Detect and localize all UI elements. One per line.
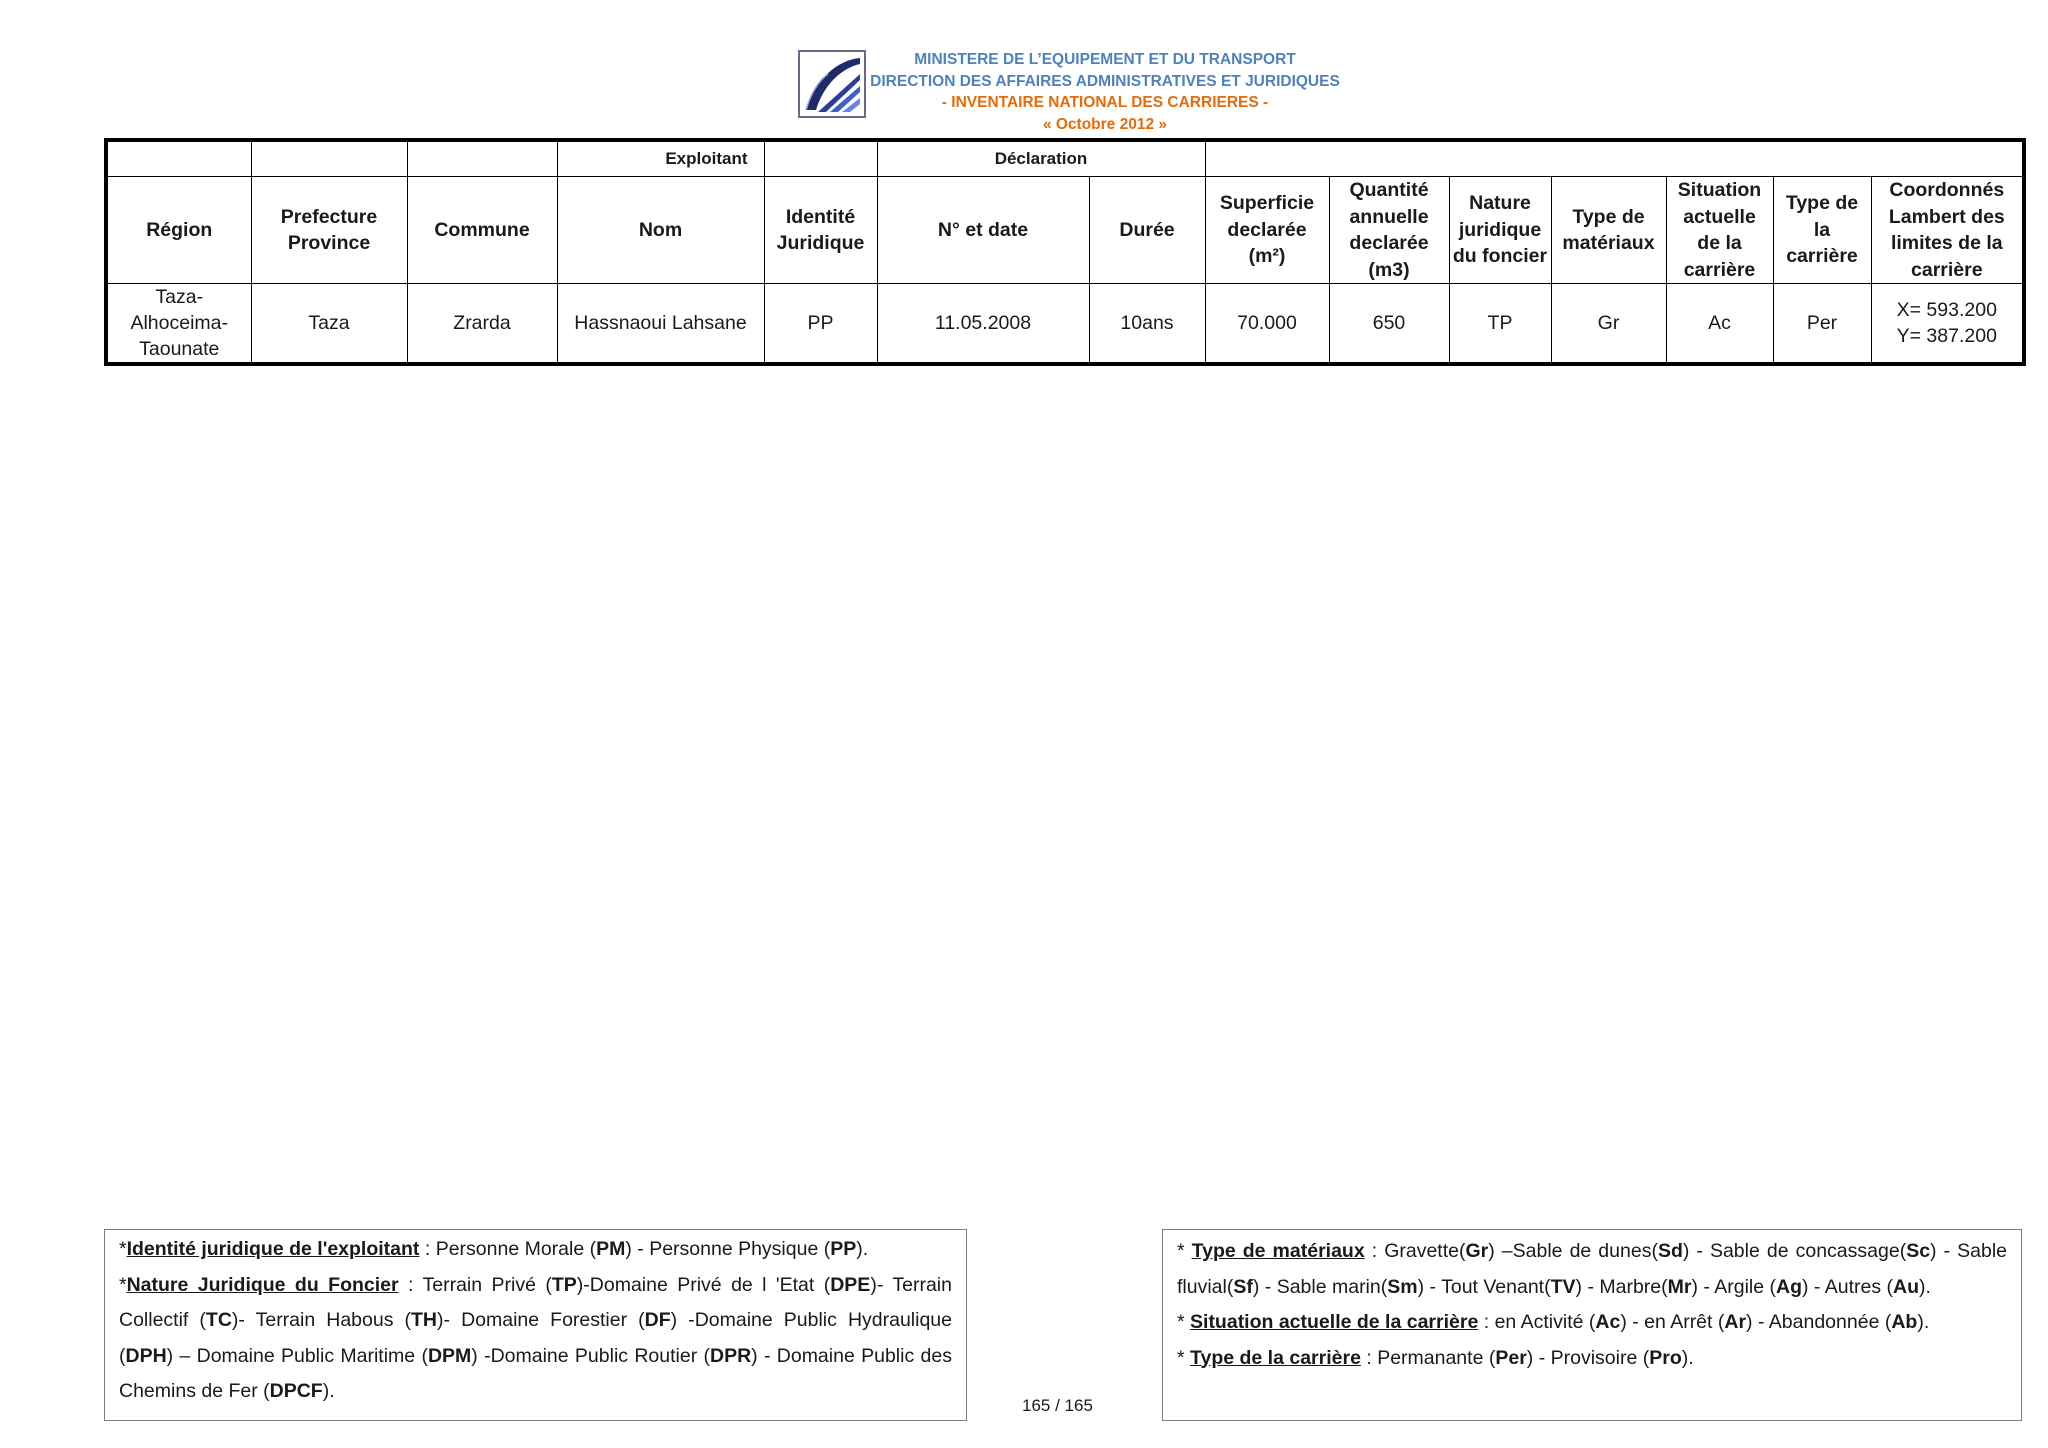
legend-code: DPM: [427, 1344, 472, 1367]
cell-coordonnees: [1871, 284, 2024, 365]
legend-label: Personne Morale: [435, 1238, 585, 1260]
cell-situation: Ac: [1666, 284, 1773, 365]
column-header: Quantité annuelle declarée (m3): [1329, 177, 1449, 284]
legend-code: Sm: [1387, 1275, 1418, 1298]
legend-title-type: Type de la carrière: [1190, 1346, 1361, 1369]
legend-label: en Arrêt: [1644, 1311, 1713, 1333]
document-date: « Octobre 2012 »: [1042, 115, 1168, 133]
legend-code: DPH: [125, 1344, 167, 1367]
legend-label: Sable fluvial: [1177, 1240, 2007, 1298]
legend-code: TP: [551, 1273, 577, 1296]
legend-code: Sd: [1657, 1240, 1683, 1262]
legend-code: TH: [411, 1309, 438, 1331]
legend-code: Au: [1893, 1275, 1920, 1298]
cell-duree: 10ans: [1089, 284, 1205, 365]
legend-code: Ar: [1724, 1311, 1747, 1333]
legend-code: PM: [596, 1238, 626, 1260]
cell-commune: Zrarda: [407, 284, 557, 365]
column-header: Région: [106, 177, 251, 284]
table-row: [106, 284, 2024, 365]
legend-label: Terrain Privé: [422, 1273, 536, 1296]
document-title: - INVENTAIRE NATIONAL DES CARRIERES -: [941, 94, 1269, 111]
ministry-name: MINISTERE DE L’EQUIPEMENT ET DU TRANSPORT: [914, 51, 1296, 68]
column-header: Durée: [1089, 177, 1205, 284]
column-header: Prefecture Province: [251, 177, 407, 284]
legend-code: Mr: [1667, 1275, 1692, 1298]
column-header: Situation actuelle de la carrière: [1666, 177, 1773, 284]
legend-label: en Activité: [1494, 1311, 1584, 1333]
coord-x: X= 593.200: [1896, 299, 1997, 321]
legend-box-carriere: * Type de matériaux : Gravette(Gr) –Sable de dunes(Sd) - Sable de concassage(Sc) - Sable fluvial(Sf) - Sable marin(Sm) - Tout Venant(TV) - Marbre(Mr) - Argile (Ag) - Autres (Au). * Situation actuelle de la carrière : en Activité (Ac) - en Arrêt (Ar) - Abandonnée (Ab). * Type de la carrière : Permanante (Per) - Provisoire (Pro).: [1162, 1229, 2022, 1421]
ministry-logo: [798, 50, 866, 118]
legend-label: Terrain Collectif: [119, 1273, 952, 1331]
legend-code: Ac: [1595, 1311, 1621, 1333]
column-header: Type de la carrière: [1773, 177, 1871, 284]
legend-label: Sable de dunes: [1512, 1240, 1652, 1262]
legend-label: Abandonnée: [1768, 1311, 1880, 1333]
cell-superficie: 70.000: [1205, 284, 1329, 365]
header-text: [870, 49, 1340, 135]
document-header: [0, 46, 2048, 138]
cell-materiaux: Gr: [1551, 284, 1666, 365]
group-cell-empty: [407, 140, 557, 177]
column-header-row: [106, 177, 2024, 284]
legend-code: Sf: [1233, 1275, 1253, 1298]
group-header-row: [106, 140, 2024, 177]
legend-label: Domaine Public Routier: [490, 1344, 698, 1367]
legend-label: Marbre: [1599, 1275, 1662, 1298]
column-header: Identité Juridique: [764, 177, 877, 284]
cell-numero-date: 11.05.2008: [877, 284, 1089, 365]
legend-label: Domaine Public Maritime: [196, 1344, 416, 1367]
cell-type: Per: [1773, 284, 1871, 365]
legend-title-situation: Situation actuelle de la carrière: [1190, 1311, 1479, 1333]
legend-label: Permanante: [1377, 1346, 1484, 1369]
legend-label: Autres: [1824, 1275, 1882, 1298]
legend-label: Terrain Habous: [255, 1309, 394, 1331]
column-header: Nature juridique du foncier: [1449, 177, 1551, 284]
legend-code: Ab: [1891, 1311, 1918, 1333]
legend-title-materiaux: Type de matériaux: [1191, 1240, 1365, 1262]
column-header: Type de matériaux: [1551, 177, 1666, 284]
legend-code: Pro: [1649, 1346, 1682, 1369]
legend-code: DPR: [710, 1344, 752, 1367]
legend-title-nature: Nature Juridique du Foncier: [126, 1273, 399, 1296]
legend-box-juridique: *Identité juridique de l'exploitant : Personne Morale (PM) - Personne Physique (PP). *Nature Juridique du Foncier : Terrain Privé (TP)-Domaine Privé de l 'Etat (DPE)- Terrain Collectif (TC)- Terrain Habous (TH)- Domaine Forestier (DF) -Domaine Public Hydraulique (DPH) – Domaine Public Maritime (DPM) -Domaine Public Routier (DPR) - Domaine Public des Chemins de Fer (DPCF).: [104, 1229, 967, 1421]
column-header: Nom: [557, 177, 764, 284]
legend-label: Domaine Public Hydraulique: [694, 1309, 952, 1331]
legend-label: Domaine Privé de l 'Etat: [589, 1273, 815, 1296]
legend-code: DF: [644, 1309, 671, 1331]
inventory-table: [104, 138, 2026, 366]
group-cell-empty: [1205, 140, 2024, 177]
group-header-declaration: Déclaration: [877, 140, 1205, 177]
cell-nature: TP: [1449, 284, 1551, 365]
legend-code: Per: [1495, 1346, 1527, 1369]
cell-nom: Hassnaoui Lahsane: [557, 284, 764, 365]
legend-label: Gravette: [1384, 1240, 1459, 1262]
page-number: 165 / 165: [1022, 1396, 1093, 1415]
cell-identite: PP: [764, 284, 877, 365]
cell-region: Taza-Alhoceima-Taounate: [106, 284, 251, 365]
legend-code: Sc: [1906, 1240, 1931, 1262]
group-cell-empty: [106, 140, 251, 177]
legend-code: Ag: [1776, 1275, 1803, 1298]
legend-label: Tout Venant: [1441, 1275, 1545, 1298]
column-header: Commune: [407, 177, 557, 284]
legend-label: Domaine Forestier: [461, 1309, 628, 1331]
column-header: Coordonnés Lambert des limites de la carrière: [1871, 177, 2024, 284]
group-cell-empty: [251, 140, 407, 177]
group-header-exploitant: Exploitant: [557, 140, 764, 177]
column-header: Superficie declarée (m²): [1205, 177, 1329, 284]
legend-label: Personne Physique: [649, 1238, 819, 1260]
legend-code: PP: [830, 1238, 857, 1260]
group-cell-empty: [764, 140, 877, 177]
legend-label: Provisoire: [1550, 1346, 1638, 1369]
legend-code: DPCF: [269, 1380, 323, 1402]
direction-name: DIRECTION DES AFFAIRES ADMINISTRATIVES ET JURIDIQUES: [870, 72, 1340, 90]
legend-label: Argile: [1714, 1275, 1765, 1298]
legend-code: DPE: [830, 1273, 871, 1296]
column-header: N° et date: [877, 177, 1089, 284]
legend-code: TV: [1550, 1275, 1576, 1298]
legend-title-identite: Identité juridique de l'exploitant: [126, 1238, 420, 1260]
legend-code: Gr: [1465, 1240, 1489, 1262]
legend-code: TC: [205, 1309, 232, 1331]
coord-y: Y= 387.200: [1896, 325, 1997, 347]
cell-quantite: 650: [1329, 284, 1449, 365]
cell-prefecture: Taza: [251, 284, 407, 365]
legend-label: Sable marin: [1276, 1275, 1381, 1298]
legend-label: Sable de concassage: [1709, 1240, 1900, 1262]
legend-label: Domaine Public des Chemins de Fer: [119, 1344, 952, 1402]
